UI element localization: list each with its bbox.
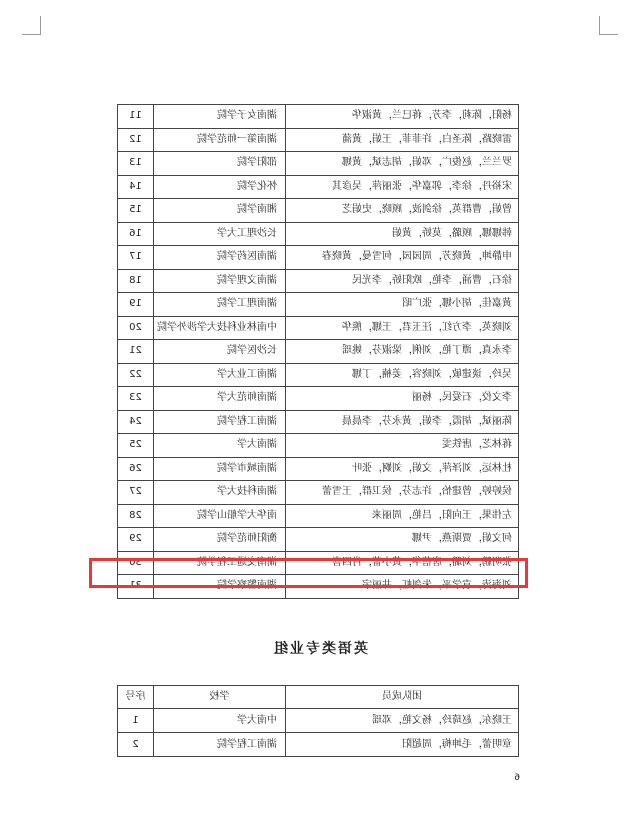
team-table-body <box>118 105 519 599</box>
table-row <box>118 504 519 528</box>
members-cell: 罗兰兰，赵俊广，邓娟，胡志斌，黄娜 <box>286 152 519 176</box>
table-row <box>118 457 519 481</box>
members-cell: 杨阳，陈莉，李芳，蒋巳兰，黄淑华 <box>286 105 519 129</box>
table-row <box>118 340 519 364</box>
members-cell: 张明鹏，刘璐，唐蓓华，黄小蕾，肖四喜 <box>286 551 519 575</box>
number-cell: 2 <box>118 733 154 757</box>
number-cell: 17 <box>118 246 154 270</box>
school-cell: 衡阳师范学院 <box>154 528 286 552</box>
table-row <box>118 709 519 733</box>
number-cell: 21 <box>118 340 154 364</box>
highlight-box-row-30 <box>89 558 528 588</box>
number-cell: 25 <box>118 434 154 458</box>
members-cell: 韩娜娜，顾璐，莫娇，黄娟 <box>286 222 519 246</box>
table-row <box>118 105 519 129</box>
school-cell: 长沙理工大学 <box>154 222 286 246</box>
header-members: 团队成员 <box>286 686 519 709</box>
members-cell: 申静坤，黄晓芳，周园园，何雪曼，黄晓春 <box>286 246 519 270</box>
number-cell: 27 <box>118 481 154 505</box>
members-cell: 侯婷婷，曾建怡，许志芬，侯卫群，王雪蕾 <box>286 481 519 505</box>
members-cell: 章明蕾，毛坤梅，周超阳 <box>286 733 519 757</box>
number-cell: 20 <box>118 316 154 340</box>
members-cell: 刘海涛，袁学平，朱剑虹，井丽宇 <box>286 575 519 599</box>
section-title: 英语类专业组 <box>272 641 368 657</box>
school-cell: 湖南工程学院 <box>154 733 286 757</box>
number-cell: 29 <box>118 528 154 552</box>
members-cell: 黄嘉佳，胡小娜，张广昭 <box>286 293 519 317</box>
table-row <box>118 410 519 434</box>
members-cell: 徐石，曹涌，李艳，欧阳娇，李光民 <box>286 269 519 293</box>
school-cell: 湖南城市学院 <box>154 457 286 481</box>
school-cell: 湖南理工学院 <box>154 293 286 317</box>
members-cell: 雷晓路，陈圣白，许菲菲，王娟，黄蒲 <box>286 128 519 152</box>
members-cell: 曾娟，曹群英，徐剑波，顾晓，史娟芝 <box>286 199 519 223</box>
members-cell: 何文娟，贾斯燕，尹娜 <box>286 528 519 552</box>
members-cell: 李文佼，石爱民，杨丽 <box>286 387 519 411</box>
table-row <box>118 316 519 340</box>
table-row <box>118 293 519 317</box>
school-cell: 湖南警察学院 <box>154 575 286 599</box>
school-cell: 湖南科技大学 <box>154 481 286 505</box>
number-cell: 15 <box>118 199 154 223</box>
english-table-body <box>118 709 519 757</box>
school-cell: 怀化学院 <box>154 175 286 199</box>
team-table <box>117 104 519 599</box>
school-cell: 南华大学船山学院 <box>154 504 286 528</box>
number-cell: 19 <box>118 293 154 317</box>
school-cell: 邵阳学院 <box>154 152 286 176</box>
number-cell: 26 <box>118 457 154 481</box>
number-cell: 24 <box>118 410 154 434</box>
table-row <box>118 128 519 152</box>
members-cell: 宋裕丹，徐李，郭嘉华，张丽萍，吴彦其 <box>286 175 519 199</box>
school-cell: 湖南工业大学 <box>154 363 286 387</box>
number-cell: 22 <box>118 363 154 387</box>
school-cell: 湖南师范大学 <box>154 387 286 411</box>
school-cell: 湖南医药学院 <box>154 246 286 270</box>
table-row <box>118 152 519 176</box>
table-row <box>118 528 519 552</box>
table-row <box>118 363 519 387</box>
number-cell: 1 <box>118 709 154 733</box>
table-row <box>118 222 519 246</box>
school-cell: 中南林业科技大学涉外学院 <box>154 316 286 340</box>
school-cell: 湖南文理学院 <box>154 269 286 293</box>
members-cell: 王晓东，赵琦玲，杨文艳，邓瑶 <box>286 709 519 733</box>
table-row <box>118 387 519 411</box>
english-team-table <box>117 685 519 757</box>
number-cell: 23 <box>118 387 154 411</box>
number-cell: 30 <box>118 551 154 575</box>
school-cell: 湖南交通工程学院 <box>154 551 286 575</box>
header-no: 序号 <box>118 686 154 709</box>
number-cell: 11 <box>118 105 154 129</box>
members-cell: 蒋林芝，唐铁雯 <box>286 434 519 458</box>
members-cell: 左伟果，王向阳，吕艳，周丽来 <box>286 504 519 528</box>
number-cell: 16 <box>118 222 154 246</box>
table-row <box>118 199 519 223</box>
school-cell: 湘南学院 <box>154 199 286 223</box>
members-cell: 陈丽斌，胡霞，李娟，黄永芬，李晨晨 <box>286 410 519 434</box>
english-table-header-row <box>118 686 519 709</box>
header-school: 学校 <box>154 686 286 709</box>
table-row <box>118 481 519 505</box>
school-cell: 湖南大学 <box>154 434 286 458</box>
number-cell: 14 <box>118 175 154 199</box>
number-cell: 13 <box>118 152 154 176</box>
table-row <box>118 175 519 199</box>
number-cell: 18 <box>118 269 154 293</box>
school-cell: 中南大学 <box>154 709 286 733</box>
table-row <box>118 733 519 757</box>
members-cell: 李永真，谭丁艳，刘俐，梁淑芬，姚瑶 <box>286 340 519 364</box>
school-cell: 湖南第一师范学院 <box>154 128 286 152</box>
members-cell: 刘晓英，李方红，汪玉君，王娜，熊华 <box>286 316 519 340</box>
table-row <box>118 246 519 270</box>
page-number: 6 <box>514 773 520 783</box>
school-cell: 湖南女子学院 <box>154 105 286 129</box>
members-cell: 吴玲，谈建敏，刘晓容，姜楠，丁娜 <box>286 363 519 387</box>
number-cell: 12 <box>118 128 154 152</box>
school-cell: 长沙医学院 <box>154 340 286 364</box>
table-row <box>118 269 519 293</box>
number-cell: 28 <box>118 504 154 528</box>
number-cell: 31 <box>118 575 154 599</box>
school-cell: 湖南工程学院 <box>154 410 286 434</box>
members-cell: 杜林运，刘泽萍，文娟，刘婀，张叶 <box>286 457 519 481</box>
table-row <box>118 434 519 458</box>
